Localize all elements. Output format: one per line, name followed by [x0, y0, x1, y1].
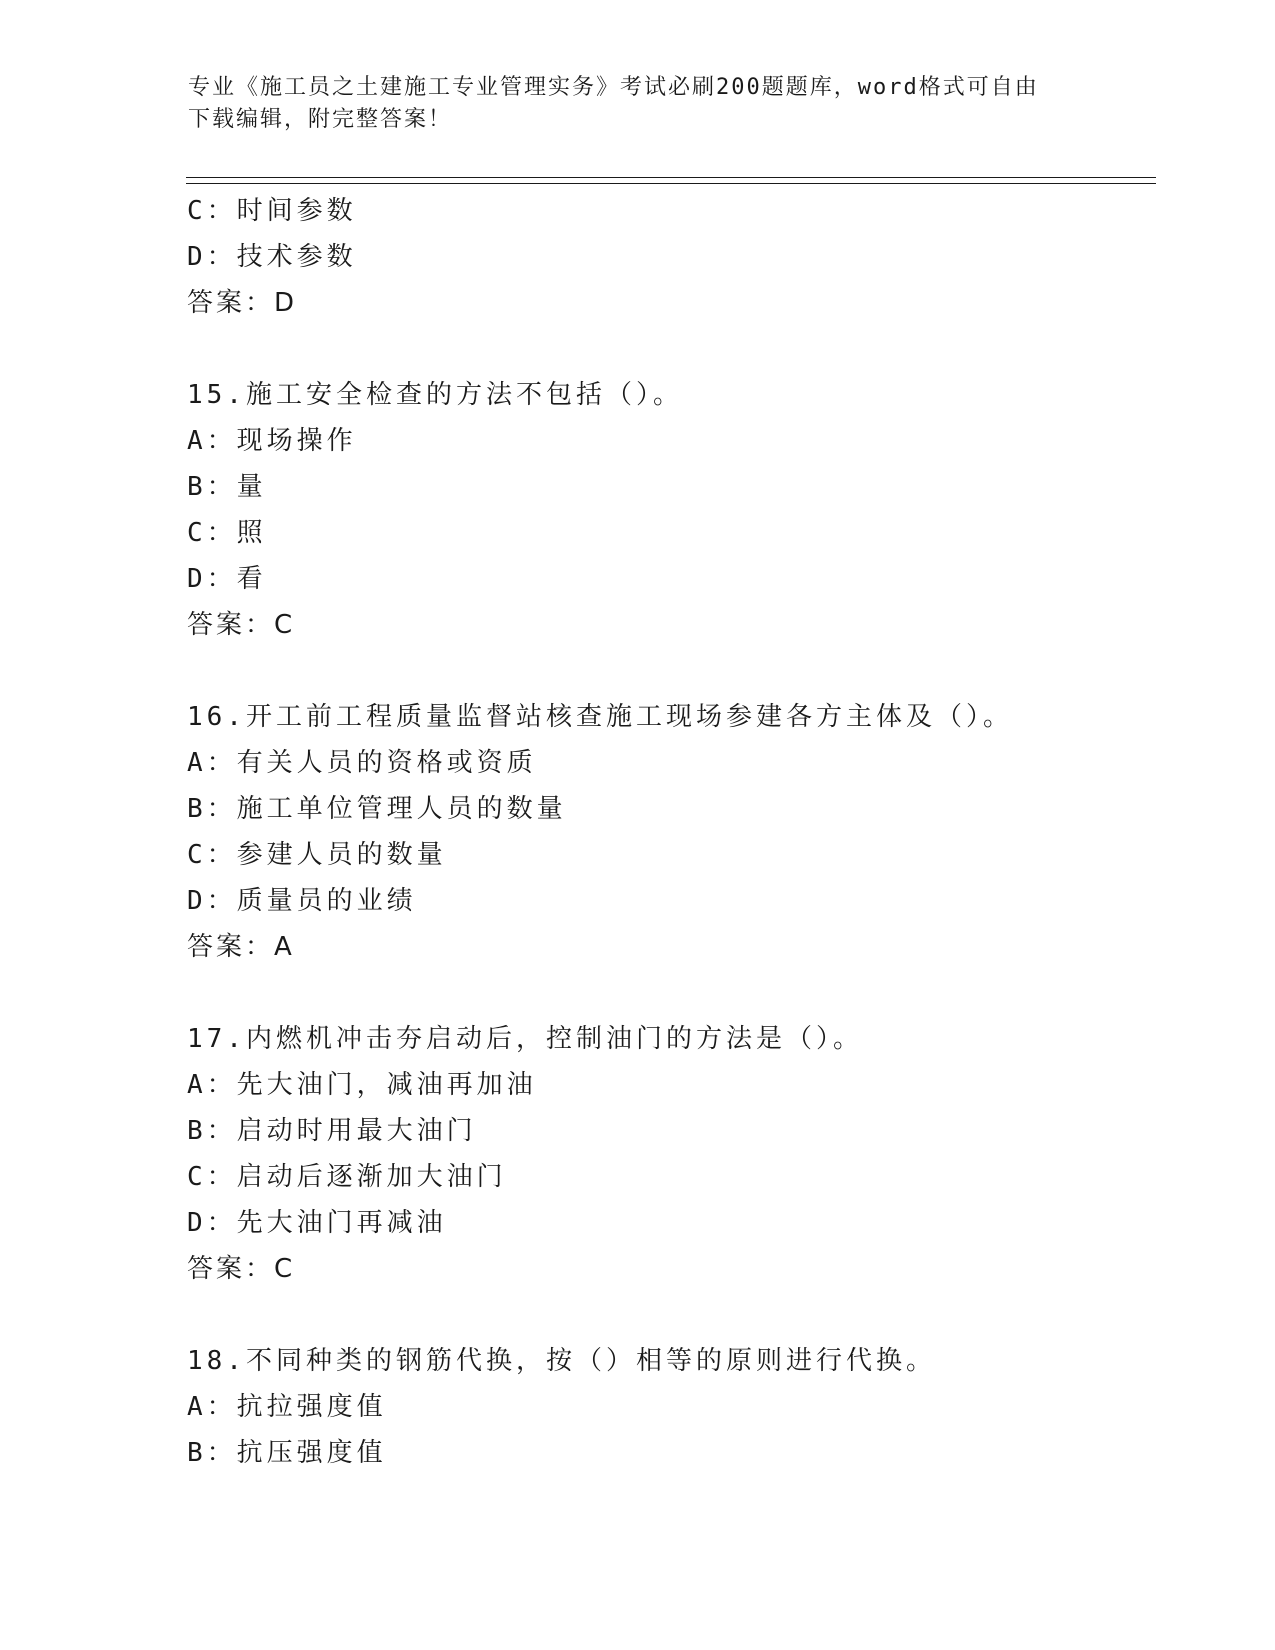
option-b: B：量	[187, 472, 267, 502]
question-stem: 17.内燃机冲击夯启动后，控制油门的方法是（）。	[187, 1024, 863, 1054]
header-line-1: 专业《施工员之土建施工专业管理实务》考试必刷200题题库，word格式可自由	[188, 75, 1039, 100]
option-c: C：照	[187, 518, 267, 548]
option-c: C：参建人员的数量	[187, 840, 447, 870]
question-stem: 15.施工安全检查的方法不包括（）。	[187, 380, 683, 410]
question-stem: 18.不同种类的钢筋代换，按（）相等的原则进行代换。	[187, 1346, 936, 1376]
spacer	[187, 648, 1147, 694]
question-prev	[187, 188, 1147, 326]
header-divider	[186, 177, 1156, 184]
header-line-2: 下载编辑，附完整答案！	[188, 107, 453, 132]
answer-line: 答案：C	[187, 1254, 296, 1284]
question-15	[187, 372, 1147, 648]
spacer	[187, 1292, 1147, 1338]
spacer	[187, 970, 1147, 1016]
option-b: B：施工单位管理人员的数量	[187, 794, 567, 824]
option-c: C：启动后逐渐加大油门	[187, 1162, 507, 1192]
answer-line: 答案：C	[187, 610, 296, 640]
question-17	[187, 1016, 1147, 1292]
option-a: A：抗拉强度值	[187, 1392, 387, 1422]
question-18	[187, 1338, 1147, 1476]
option-b: B：抗压强度值	[187, 1438, 387, 1468]
spacer	[187, 326, 1147, 372]
question-16	[187, 694, 1147, 970]
question-stem: 16.开工前工程质量监督站核查施工现场参建各方主体及（）。	[187, 702, 1013, 732]
option-a: A：先大油门，减油再加油	[187, 1070, 537, 1100]
answer-line: 答案：D	[187, 288, 298, 318]
option-d: D：看	[187, 564, 267, 594]
answer-line: 答案：A	[187, 932, 295, 962]
option-d: D：先大油门再减油	[187, 1208, 447, 1238]
option-b: B：启动时用最大油门	[187, 1116, 477, 1146]
option-a: A：有关人员的资格或资质	[187, 748, 537, 778]
question-list	[187, 188, 1147, 1476]
document-header	[188, 72, 1088, 136]
option-d: D：质量员的业绩	[187, 886, 417, 916]
option-d: D：技术参数	[187, 242, 357, 272]
option-c: C：时间参数	[187, 196, 357, 226]
option-a: A：现场操作	[187, 426, 357, 456]
